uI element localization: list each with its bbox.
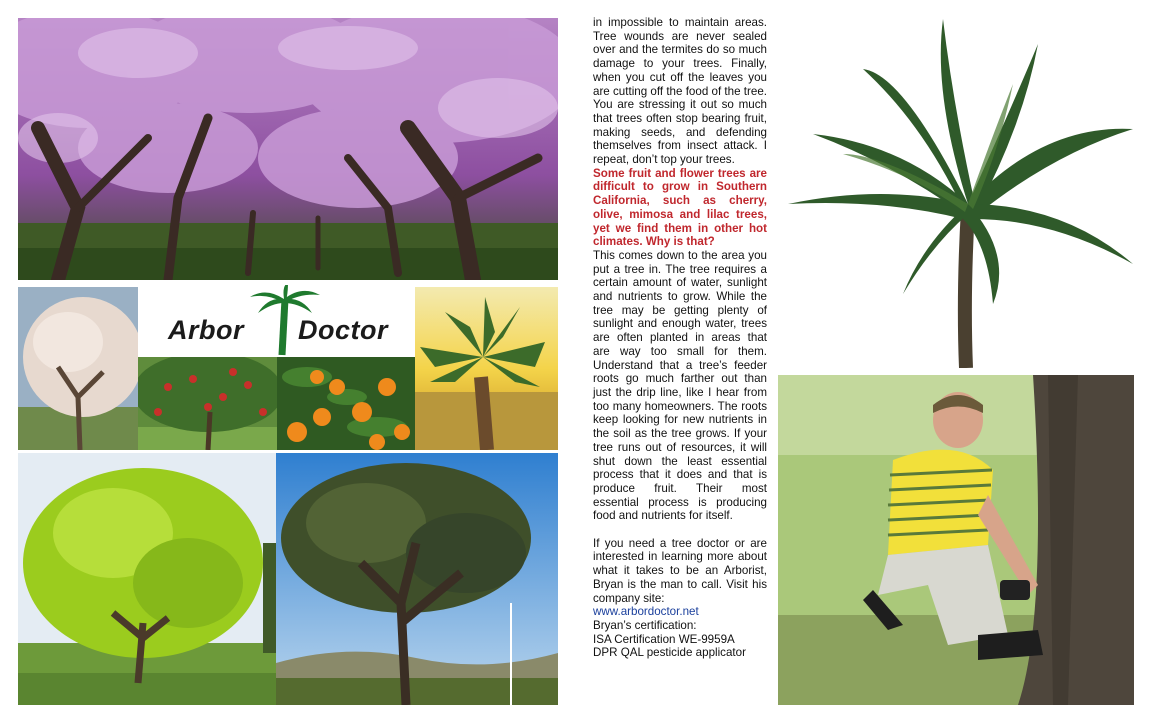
oak-tree-photo — [276, 453, 558, 705]
arborist-photo — [778, 375, 1134, 705]
coconut-palm-photo — [783, 14, 1135, 368]
certification-item: DPR QAL pesticide applicator — [593, 646, 746, 660]
article-paragraph: in impossible to maintain areas. Tree wounds are never sealed over and the termites do so much damage to your trees. Finally, when you cut off the leaves you are cutting off the food of the tree. You are stressing it out so much that trees often stop bearing fruit, making seeds, and defending themselves from insect attack. I repeat, don’t top your trees. — [593, 16, 767, 167]
logo-word-doctor: Doctor — [298, 315, 388, 345]
company-site-link[interactable]: www.arbordoctor.net — [593, 605, 699, 619]
article-paragraph: This comes down to the area you put a tree in. The tree requires a certain amount of water, sunlight and nutrients to grow. While the tree may be getting plenty of sunlight and enough water, trees are often planted in areas that are way too small for them. Understand that a tree’s feeder roots go much farther out than just the drip line, like I hear from too many homeowners. The roots keep looking for new nutrients in the soil as the tree grows. If your tree runs out of resources, it will shut down the least essential process that it does and that is produce fruit. Their most essential process is producing food and nutrients for itself. — [593, 248, 767, 523]
arbor-doctor-logo — [138, 285, 415, 357]
apple-tree-photo — [138, 357, 277, 450]
article-question: Some fruit and flower trees are difficult to grow in Southern California, such as cherry, olive, mimosa and lilac trees, yet we find them in other hot climates. Why is that? — [593, 166, 767, 249]
logo-word-arbor: Arbor — [168, 315, 244, 345]
article-column — [593, 16, 767, 660]
article-paragraph: If you need a tree doctor or are interested in learning more about what it takes to be an Arborist, Bryan is the man to call. Visit his company site: — [593, 536, 767, 605]
certification-item: ISA Certification WE-9959A — [593, 632, 735, 646]
flowering-tree-photo — [18, 287, 138, 450]
orange-tree-photo — [277, 357, 415, 450]
cherry-blossom-photo — [18, 18, 558, 280]
fan-palm-photo — [415, 287, 558, 450]
certification-heading: Bryan’s certification: — [593, 618, 697, 632]
green-tree-photo — [18, 453, 276, 705]
